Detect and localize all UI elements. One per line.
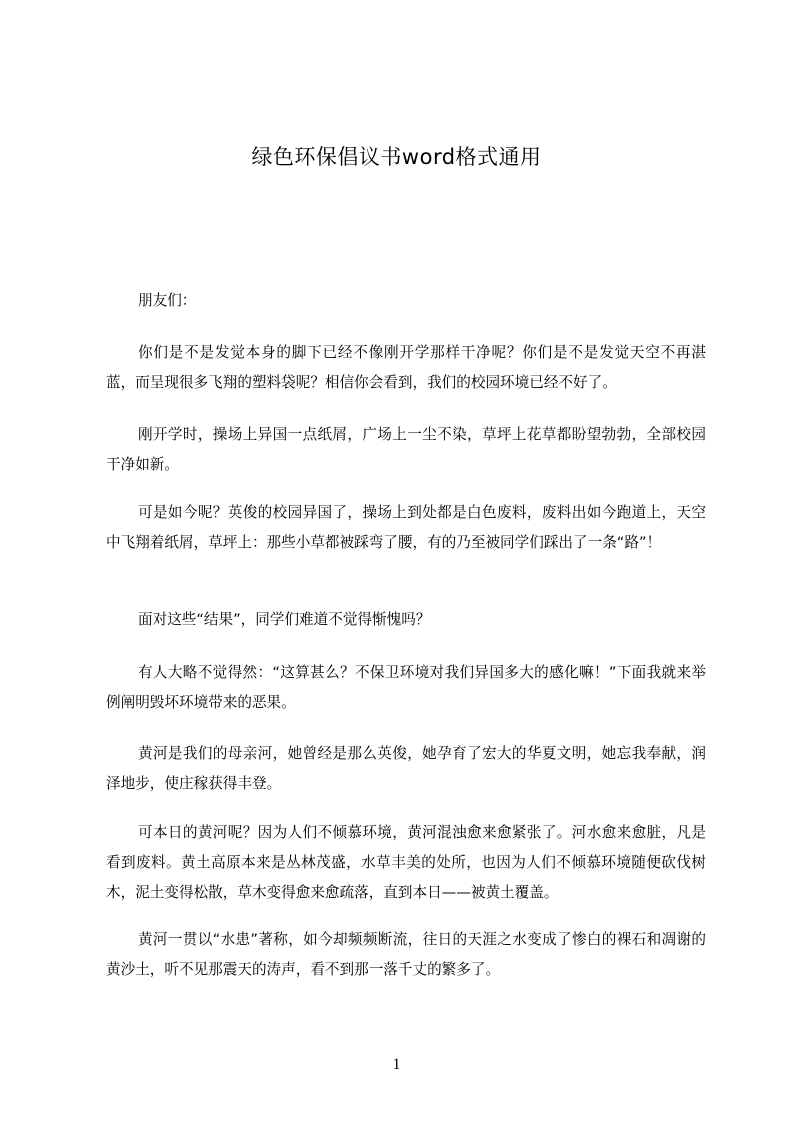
body-paragraph-5: 有人大略不觉得然：“这算甚么？不保卫环境对我们异国多大的感化嘛！”下面我就来举例阐明毁坏环境带来的恶果。 bbox=[106, 664, 706, 711]
body-paragraph-7: 可本日的黄河呢？因为人们不倾慕环境，黄河混浊愈来愈紧张了。河水愈来愈脏，凡是看到废料。黄土高原本来是丛林茂盛，水草丰美的处所，也因为人们不倾慕环境随便砍伐树木，泥土变得松散，草木变得愈来愈疏落，直到本日——被黄土覆盖。 bbox=[106, 824, 706, 901]
body-paragraph-3: 可是如今呢？英俊的校园异国了，操场上到处都是白色废料，废料出如今跑道上，天空中飞翔着纸屑，草坪上：那些小草都被踩弯了腰，有的乃至被同学们踩出了一条“路”！ bbox=[106, 504, 706, 551]
body-paragraph-8: 黄河一贯以“水患”著称，如今却频频断流，往日的天涯之水变成了惨白的裸石和凋谢的黄沙土，听不见那震天的涛声，看不到那一落千丈的繁多了。 bbox=[106, 931, 706, 978]
document-title: 绿色环保倡议书word格式通用 bbox=[251, 145, 542, 169]
body-paragraph-6: 黄河是我们的母亲河，她曾经是那么英俊，她孕育了宏大的华夏文明，她忘我奉献，润泽地步，使庄稼获得丰登。 bbox=[106, 745, 706, 792]
page-number: 1 bbox=[392, 1056, 401, 1073]
body-paragraph-4: 面对这些“结果”，同学们难道不觉得惭愧吗？ bbox=[138, 611, 431, 628]
body-paragraph-2: 刚开学时，操场上异国一点纸屑，广场上一尘不染，草坪上花草都盼望勃勃，全部校园干净如新。 bbox=[106, 426, 706, 473]
body-paragraph-1: 你们是不是发觉本身的脚下已经不像刚开学那样干净呢？你们是不是发觉天空不再湛蓝，而呈现很多飞翔的塑料袋呢？相信你会看到，我们的校园环境已经不好了。 bbox=[106, 344, 706, 391]
greeting-paragraph: 朋友们： bbox=[138, 292, 197, 309]
